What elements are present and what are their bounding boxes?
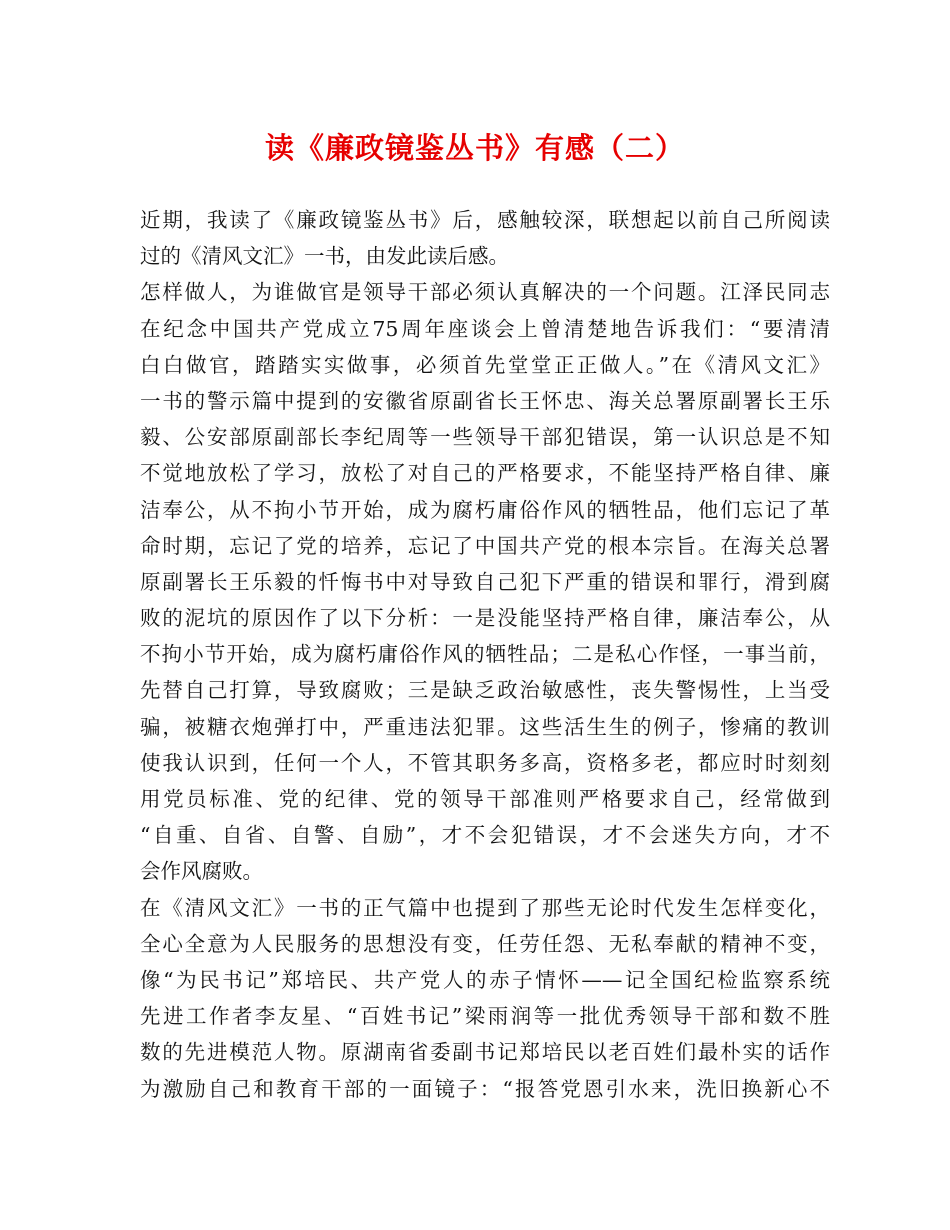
text-line: 毅、公安部原副部长李纪周等一些领导干部犯错误，第一认识总是不知 <box>140 425 830 450</box>
text-line: 败的泥坑的原因作了以下分析：一是没能坚持严格自律，廉洁奉公，从 <box>140 606 830 631</box>
text-line: 过的《清风文汇》一书，由发此读后感。 <box>140 244 509 269</box>
text-line: 骗，被糖衣炮弹打中，严重违法犯罪。这些活生生的例子，惨痛的教训 <box>140 714 830 739</box>
text-line: “自重、自省、自警、自励”，才不会犯错误，才不会迷失方向，才不 <box>140 823 830 848</box>
text-line: 会作风腐败。 <box>140 859 263 884</box>
text-line: 像“为民书记”郑培民、共产党人的赤子情怀——记全国纪检监察系统 <box>140 967 830 992</box>
document-body <box>140 202 830 1107</box>
text-line: 怎样做人，为谁做官是领导干部必须认真解决的一个问题。江泽民同志 <box>140 280 830 305</box>
text-line: 一书的警示篇中提到的安徽省原副省长王怀忠、海关总署原副署长王乐 <box>140 388 830 413</box>
text-line: 在《清风文汇》一书的正气篇中也提到了那些无论时代发生怎样变化， <box>140 895 830 920</box>
text-line: 用党员标准、党的纪律、党的领导干部准则严格要求自己，经常做到 <box>140 787 830 811</box>
text-line: 近期，我读了《廉政镜鉴丛书》后，感触较深，联想起以前自己所阅读 <box>140 208 830 232</box>
text-line: 原副署长王乐毅的忏悔书中对导致自己犯下严重的错误和罪行，滑到腐 <box>140 569 830 594</box>
text-line: 使我认识到，任何一个人，不管其职务多高，资格多老，都应时时刻刻 <box>140 750 830 775</box>
text-line: 白白做官，踏踏实实做事，必须首先堂堂正正做人。”在《清风文汇》 <box>140 352 830 377</box>
text-line: 先替自己打算，导致腐败；三是缺乏政治敏感性，丧失警惕性，上当受 <box>140 678 830 703</box>
text-line: 洁奉公，从不拘小节开始，成为腐朽庸俗作风的牺牲品，他们忘记了革 <box>140 497 830 522</box>
text-line: 命时期，忘记了党的培养，忘记了中国共产党的根本宗旨。在海关总署 <box>140 533 830 558</box>
text-line: 为激励自己和教育干部的一面镜子：“报答党恩引水来，洗旧换新心不 <box>140 1076 830 1101</box>
document-title: 读《廉政镜鉴丛书》有感（二） <box>264 131 685 165</box>
text-line: 数的先进模范人物。原湖南省委副书记郑培民以老百姓们最朴实的话作 <box>140 1040 830 1065</box>
text-line: 在纪念中国共产党成立75周年座谈会上曾清楚地告诉我们：“要清清 <box>140 316 830 341</box>
text-line: 先进工作者李友星、“百姓书记”梁雨润等一批优秀领导干部和数不胜 <box>140 1004 830 1029</box>
text-line: 不拘小节开始，成为腐朽庸俗作风的牺牲品；二是私心作怪，一事当前， <box>140 642 830 667</box>
text-line: 全心全意为人民服务的思想没有变，任劳任怨、无私奉献的精神不变， <box>140 931 830 956</box>
text-line: 不觉地放松了学习，放松了对自己的严格要求，不能坚持严格自律、廉 <box>140 461 830 486</box>
